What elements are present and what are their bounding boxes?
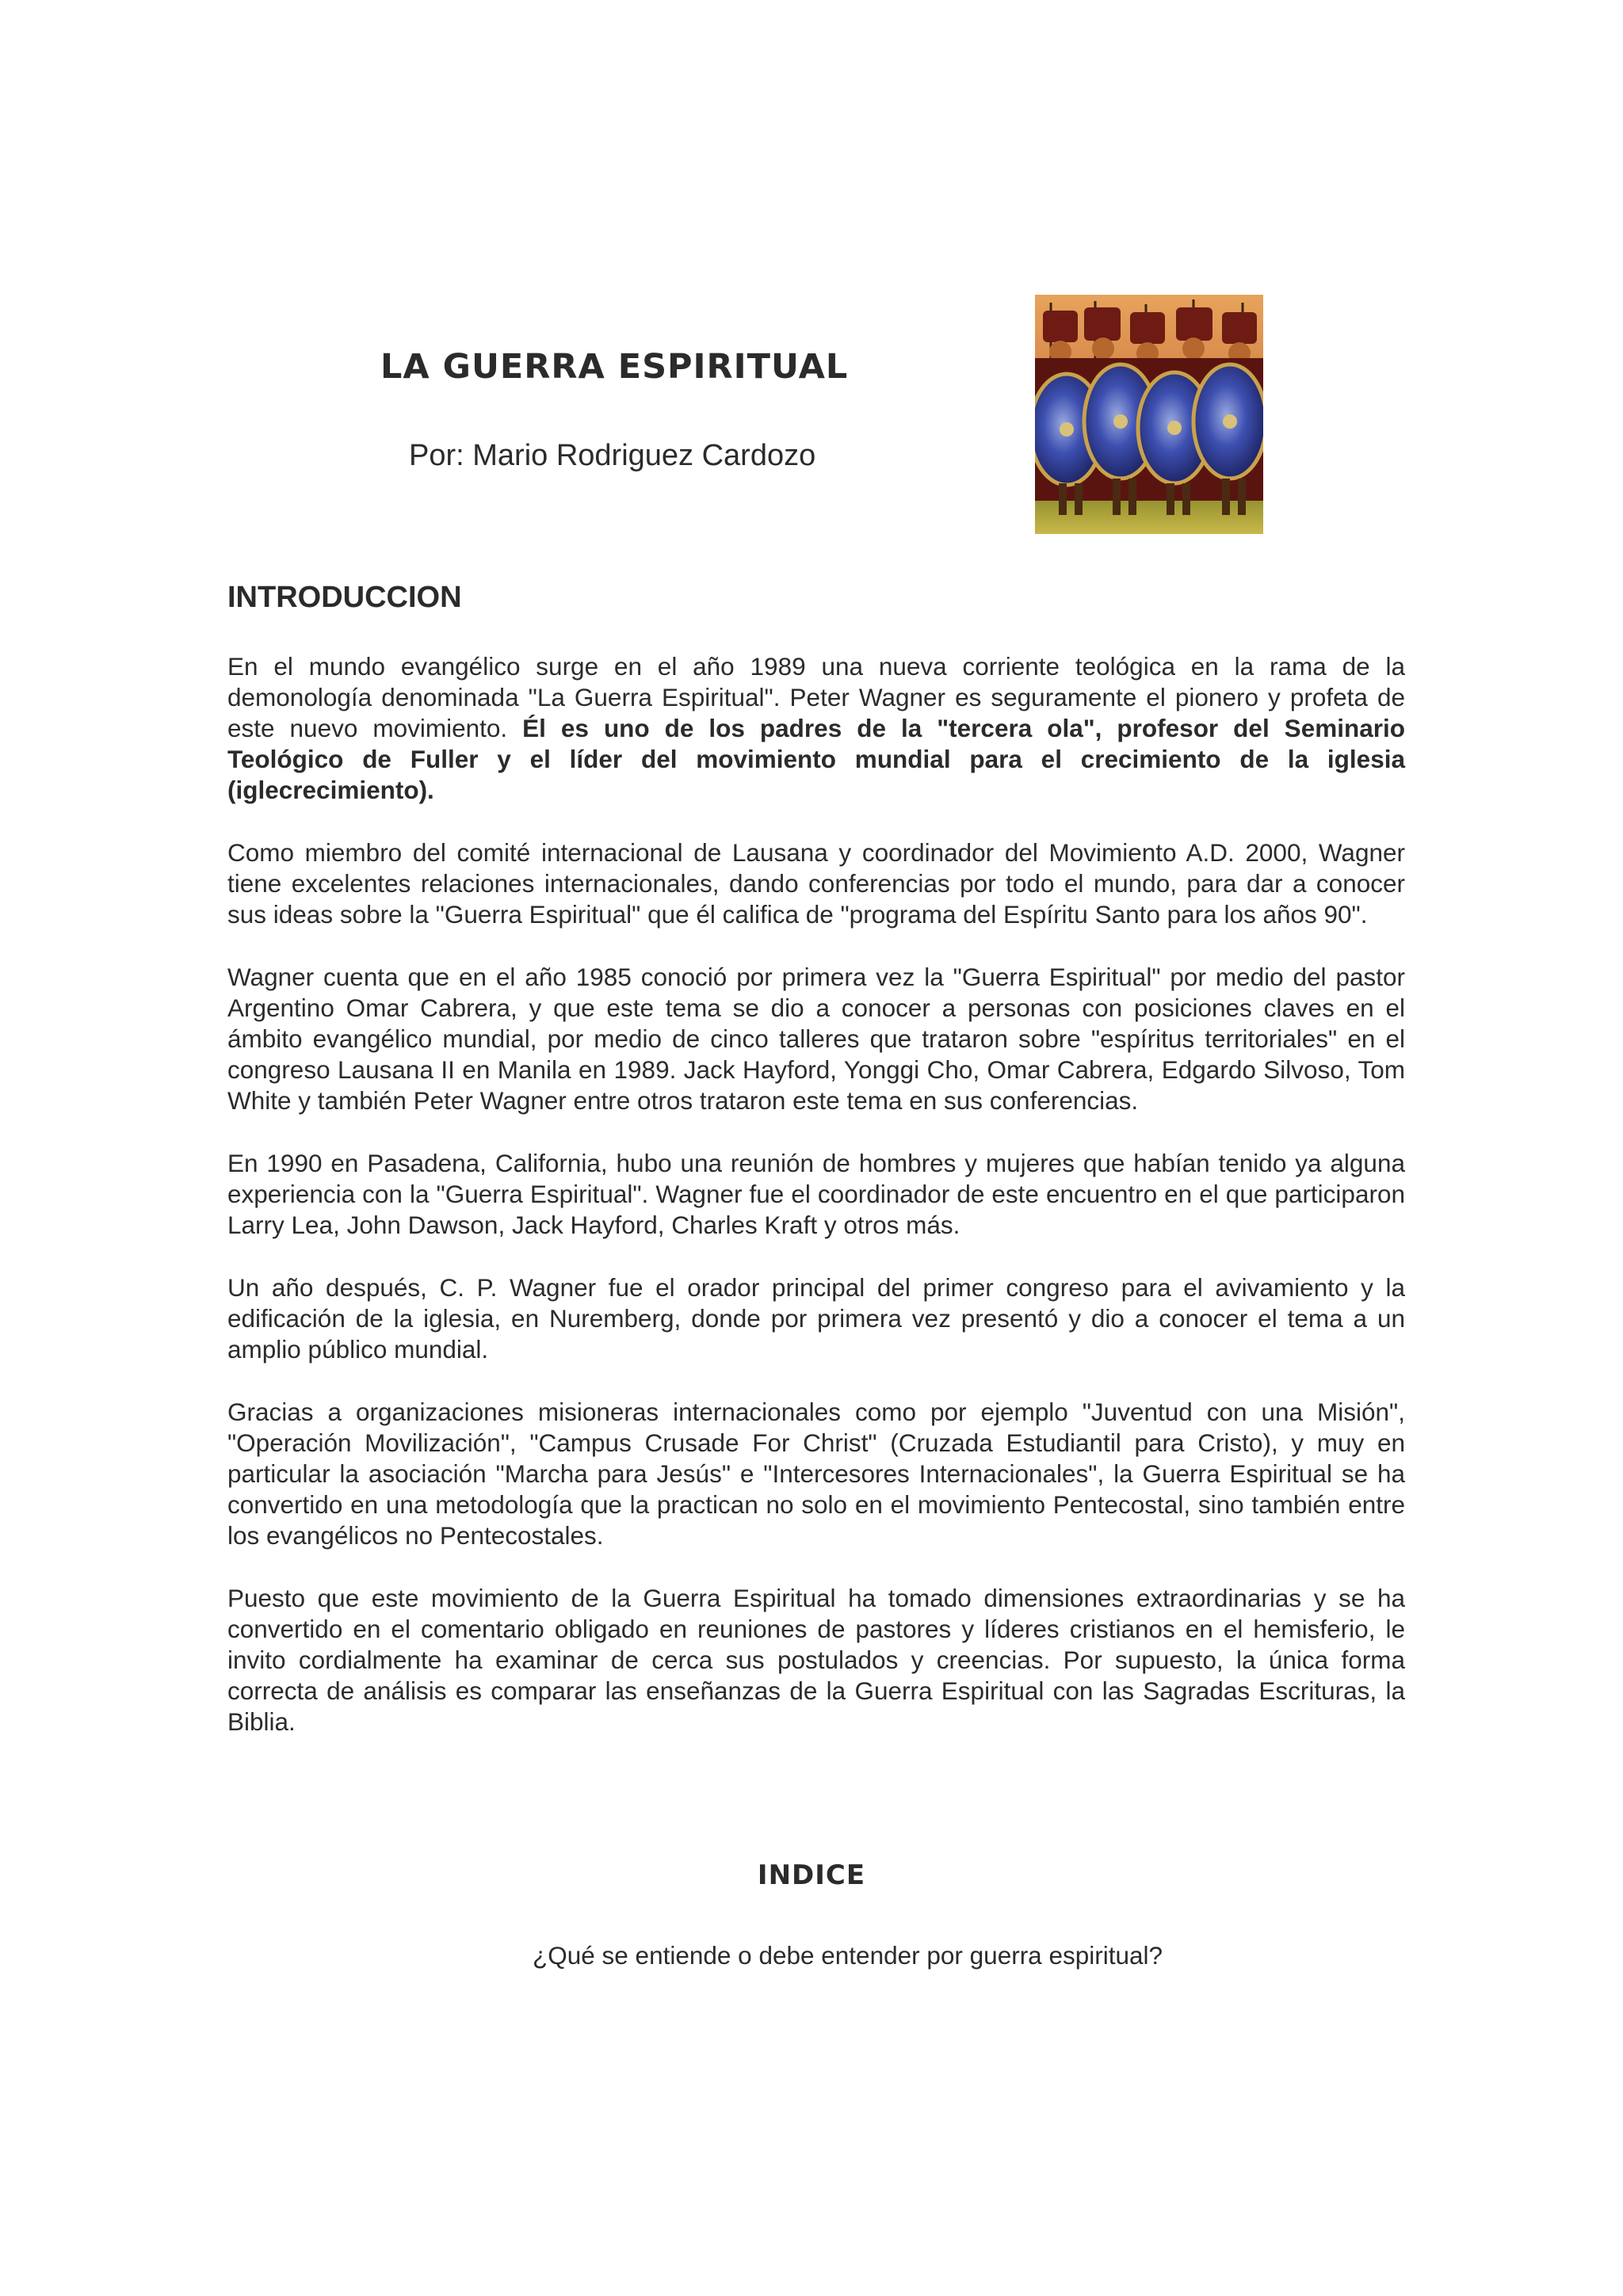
paragraph: Puesto que este movimiento de la Guerra Espiritual ha tomado dimensiones extraordinarias y se ha convertido en el comentario obligado en reuniones de pastores y líderes cristianos en el hemisferio, le invito cordialmente ha examinar de cerca sus postulados y creencias. Por supuesto, la única forma correcta de análisis es comparar las enseñanzas de la Guerra Espiritual con las Sagradas Escrituras, la Biblia.: [227, 1584, 1405, 1736]
paragraph-bold-text: Él es uno de los padres de la "tercera ola", profesor del Seminario Teológico de Fuller y el líder del movimiento mundial para el crecimiento de la iglesia (iglecrecimiento).: [227, 714, 1405, 804]
author-byline: Por: Mario Rodriguez Cardozo: [409, 439, 816, 472]
soldiers-with-shields-image: [1035, 295, 1263, 534]
index-item-link[interactable]: ¿Qué se entiende o debe entender por guerra espiritual?: [533, 1941, 1163, 1970]
index-heading: INDICE: [757, 1859, 866, 1891]
paragraph: Gracias a organizaciones misioneras internacionales como por ejemplo "Juventud con una Misión", "Operación Movilización", "Campus Crusade For Christ" (Cruzada Estudiantil para Cristo), y muy en particular la asociación "Marcha para Jesús" e "Intercesores Internacionales", la Guerra Espiritual se ha convertido en una metodología que la practican no solo en el movimiento Pentecostal, sino también entre los evangélicos no Pentecostales.: [227, 1398, 1405, 1550]
paragraph: Un año después, C. P. Wagner fue el orador principal del primer congreso para el avivamiento y la edificación de la iglesia, en Nuremberg, donde por primera vez presentó y dio a conocer el tema a un amplio público mundial.: [227, 1273, 1405, 1363]
paragraph: Wagner cuenta que en el año 1985 conoció por primera vez la "Guerra Espiritual" por medio del pastor Argentino Omar Cabrera, y que este tema se dio a conocer a personas con posiciones claves en el ámbito evangélico mundial, por medio de cinco talleres que trataron sobre "espíritus territoriales" en el congreso Lausana II en Manila en 1989. Jack Hayford, Yonggi Cho, Omar Cabrera, Edgardo Silvoso, Tom White y también Peter Wagner entre otros trataron este tema en sus conferencias.: [227, 963, 1405, 1115]
paragraph: En 1990 en Pasadena, California, hubo una reunión de hombres y mujeres que habían tenido ya alguna experiencia con la "Guerra Espiritual". Wagner fue el coordinador de este encuentro en el que participaron Larry Lea, John Dawson, Jack Hayford, Charles Kraft y otros más.: [227, 1149, 1405, 1239]
page-title: LA GUERRA ESPIRITUAL: [380, 347, 849, 387]
section-heading-introduccion: INTRODUCCION: [227, 581, 462, 614]
paragraph-text: En el mundo evangélico surge en el año 1989 una nueva corriente teológica en la rama de la demonología denominada "La Guerra Espiritual". Peter Wagner es seguramente el pionero y profeta de este nuevo movimiento.: [227, 652, 1405, 742]
paragraph: Como miembro del comité internacional de Lausana y coordinador del Movimiento A.D. 2000, Wagner tiene excelentes relaciones internacionales, dando conferencias por todo el mundo, para dar a conocer sus ideas sobre la "Guerra Espiritual" que él califica de "programa del Espíritu Santo para los años 90".: [227, 838, 1405, 929]
introduction-body: [227, 651, 1405, 1769]
paragraph: [227, 651, 1405, 806]
